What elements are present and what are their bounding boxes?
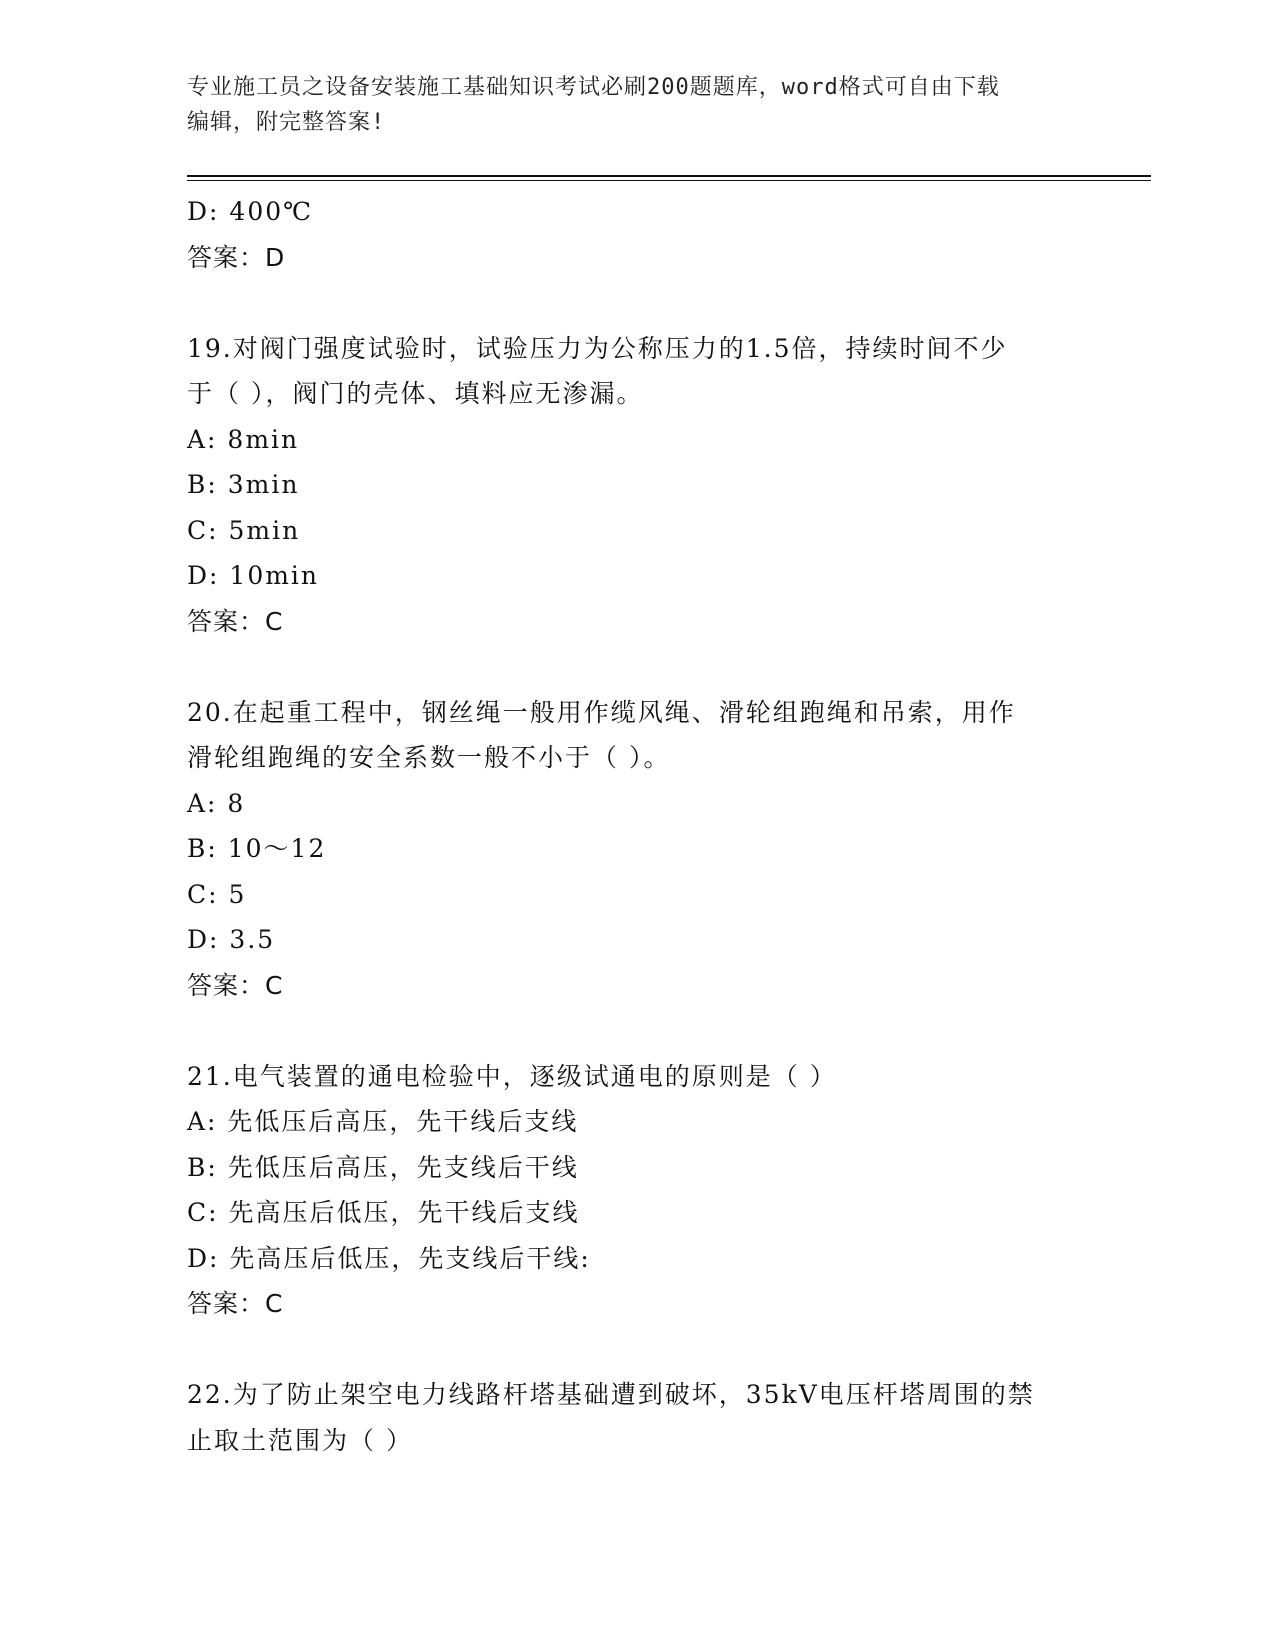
spacer (187, 1327, 1087, 1373)
q20-option-a: A: 8 (187, 788, 246, 818)
page-header (187, 70, 1087, 140)
q21-option-b: B: 先低压后高压，先支线后干线 (187, 1152, 579, 1182)
header-title-line-2: 编辑，附完整答案! (187, 110, 386, 135)
spacer (187, 1008, 1087, 1054)
q19-option-d: D: 10min (187, 561, 320, 590)
q19-option-a: A: 8min (187, 424, 300, 454)
q19-option-b: B: 3min (187, 470, 300, 499)
q21-answer: 答案：C (187, 1289, 284, 1318)
question-list (187, 189, 1087, 1463)
q21-option-c: C: 先高压后低压，先干线后支线 (187, 1198, 580, 1227)
prev-option-d: D: 400℃ (187, 197, 314, 226)
q19-option-c: C: 5min (187, 515, 301, 545)
q22-stem-line-2: 止取土范围为（ ） (187, 1425, 413, 1455)
q22-stem-line-1: 22.为了防止架空电力线路杆塔基础遭到破坏，35kV电压杆塔周围的禁 (187, 1380, 1035, 1409)
q20-option-b: B: 10～12 (187, 834, 327, 863)
q20-option-c: C: 5 (187, 879, 247, 909)
q20-stem-line-1: 20.在起重工程中，钢丝绳一般用作缆风绳、滑轮组跑绳和吊索，用作 (187, 697, 1016, 727)
q20-stem-line-2: 滑轮组跑绳的安全系数一般不小于（ ）。 (187, 743, 671, 772)
spacer (187, 644, 1087, 690)
q20-option-d: D: 3.5 (187, 925, 276, 954)
header-title-line-1: 专业施工员之设备安装施工基础知识考试必刷200题题库，word格式可自由下载 (187, 75, 1000, 100)
prev-answer: 答案：D (187, 242, 286, 272)
q21-option-d: D: 先高压后低压，先支线后干线: (187, 1243, 591, 1273)
header-divider-thin (187, 180, 1151, 181)
spacer (187, 280, 1087, 326)
q19-answer: 答案：C (187, 606, 284, 636)
q19-stem-line-2: 于（ ），阀门的壳体、填料应无渗漏。 (187, 379, 644, 408)
q19-stem-line-1: 19.对阀门强度试验时，试验压力为公称压力的1.5倍，持续时间不少 (187, 333, 1008, 363)
q20-answer: 答案：C (187, 970, 284, 1000)
q21-stem-line-1: 21.电气装置的通电检验中，逐级试通电的原则是（ ） (187, 1061, 837, 1091)
header-divider-thick (187, 175, 1151, 177)
q21-option-a: A: 先低压后高压，先干线后支线 (187, 1107, 579, 1136)
